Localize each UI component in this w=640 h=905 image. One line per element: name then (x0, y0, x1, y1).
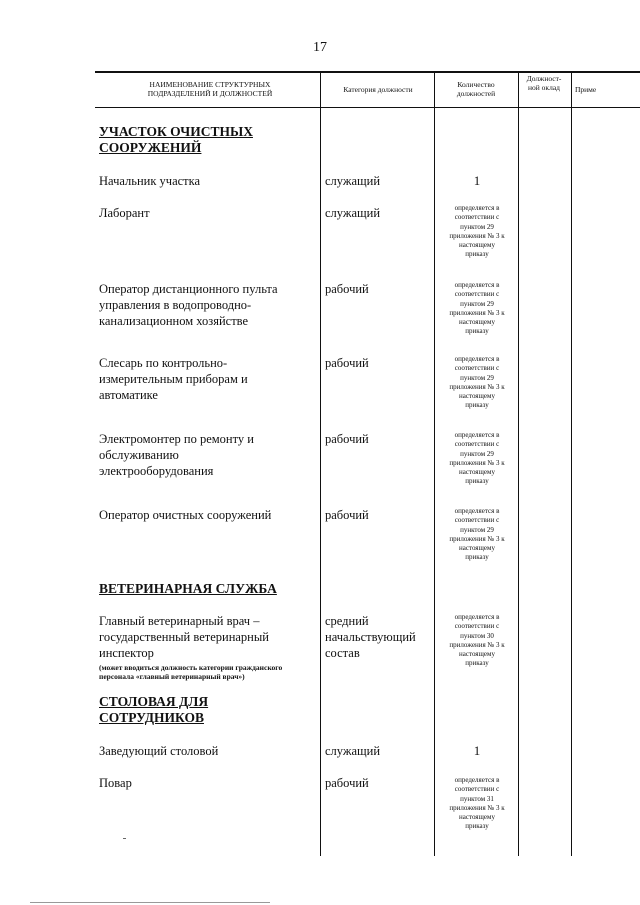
position-category: рабочий (325, 432, 369, 446)
table-header-bottom-border (95, 107, 640, 108)
position-name: Слесарь по контрольно-измерительным приборам и автоматике (99, 356, 248, 402)
position-name: Заведующий столовой (99, 744, 219, 758)
position-quantity: определяется в соответствии с пунктом 31 приложения № 3 к настоящему приказу (449, 776, 505, 831)
position-name-text: Главный ветеринарный врач – государственный ветеринарный инспектор (99, 614, 269, 660)
header-salary: Должност-ной оклад (526, 74, 562, 92)
position-quantity: определяется в соответствии с пунктом 29 приложения № 3 к настоящему приказу (449, 355, 505, 410)
section-title-canteen: СТОЛОВАЯ ДЛЯ СОТРУДНИКОВ (99, 694, 209, 725)
position-quantity: определяется в соответствии с пунктом 29 приложения № 3 к настоящему приказу (449, 204, 505, 259)
position-category: рабочий (325, 356, 369, 370)
position-name: Оператор очистных сооружений (99, 508, 272, 522)
position-category: рабочий (325, 508, 369, 522)
position-name (99, 613, 304, 681)
position-quantity: определяется в соответствии с пунктом 29 приложения № 3 к настоящему приказу (449, 431, 505, 486)
position-quantity: 1 (473, 743, 481, 758)
position-category: служащий (325, 206, 381, 220)
position-quantity: определяется в соответствии с пунктом 29 приложения № 3 к настоящему приказу (449, 507, 505, 562)
table-top-border (95, 71, 640, 73)
position-category: средний начальствующий состав (325, 614, 416, 660)
section-title-veterinary: ВЕТЕРИНАРНАЯ СЛУЖБА (99, 581, 277, 596)
position-name: Электромонтер по ремонту и обслуживанию электрооборудования (99, 432, 254, 478)
scan-speck (123, 838, 126, 839)
page-bottom-edge (30, 902, 270, 903)
position-category: служащий (325, 174, 381, 188)
header-name: НАИМЕНОВАНИЕ СТРУКТУРНЫХ ПОДРАЗДЕЛЕНИЙ И ДОЛЖНОСТЕЙ (147, 80, 273, 98)
position-name: Начальник участка (99, 174, 201, 188)
position-name: Оператор дистанционного пульта управления в водопроводно-канализационном хозяйстве (99, 282, 278, 328)
column-divider-salary (518, 71, 519, 856)
position-note: (может вводиться должность категории гражданского персонала «главный ветеринарный врач») (99, 663, 283, 681)
header-quantity: Количество должностей (456, 80, 496, 98)
position-quantity: 1 (473, 173, 481, 188)
position-category: рабочий (325, 282, 369, 296)
column-divider-note (571, 71, 572, 856)
position-name: Повар (99, 776, 132, 790)
page-number: 17 (313, 40, 327, 55)
position-name: Лаборант (99, 206, 150, 220)
position-quantity: определяется в соответствии с пунктом 29 приложения № 3 к настоящему приказу (449, 281, 505, 336)
header-category: Категория должности (343, 85, 413, 94)
section-title-treatment-facilities: УЧАСТОК ОЧИСТНЫХ СООРУЖЕНИЙ (99, 124, 253, 155)
position-quantity: определяется в соответствии с пунктом 30 приложения № 3 к настоящему приказу (449, 613, 505, 668)
header-note: Приме (575, 85, 597, 94)
position-category: рабочий (325, 776, 369, 790)
position-category: служащий (325, 744, 381, 758)
column-divider-category (320, 71, 321, 856)
